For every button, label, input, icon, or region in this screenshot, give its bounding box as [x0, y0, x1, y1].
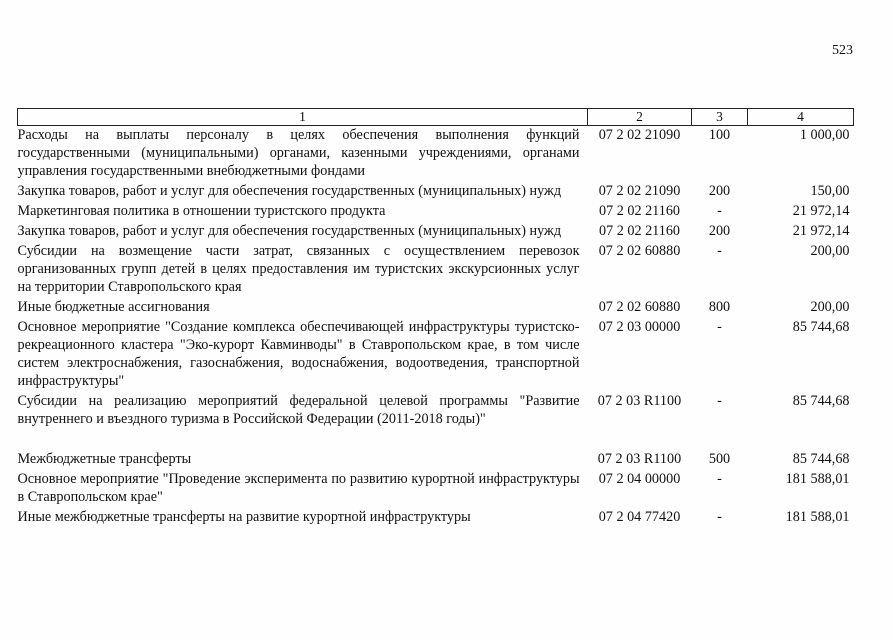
row-name: Закупка товаров, работ и услуг для обеспечения государственных (муниципальных) нужд [17, 223, 562, 239]
row-code: 07 2 03 R1100 [597, 451, 682, 467]
table-row [18, 318, 854, 392]
row-name: Закупка товаров, работ и услуг для обеспечения государственных (муниципальных) нужд [17, 183, 562, 199]
header-col-3: 3 [692, 109, 748, 126]
row-amount: 21 972,14 [792, 203, 850, 219]
row-code: 07 2 03 R1100 [597, 393, 682, 409]
header-col-1: 1 [18, 109, 588, 126]
row-type: 500 [708, 451, 731, 467]
row-amount: 85 744,68 [792, 393, 850, 409]
table-row [18, 242, 854, 298]
row-name: Расходы на выплаты персоналу в целях обеспечения выполнения функций государственными (муниципальными) органами, казенными учреждениями, органами управления государственными внебюджетными фондами [17, 127, 580, 179]
row-amount: 181 588,01 [785, 471, 850, 487]
row-amount: 85 744,68 [792, 451, 850, 467]
row-amount: 200,00 [810, 299, 850, 315]
header-col-2: 2 [588, 109, 692, 126]
table-row [18, 182, 854, 202]
row-code: 07 2 02 21090 [598, 183, 681, 199]
row-amount: 85 744,68 [792, 319, 850, 335]
row-code: 07 2 02 60880 [598, 299, 681, 315]
row-type: - [717, 509, 722, 525]
row-type: 200 [708, 183, 731, 199]
row-name: Иные межбюджетные трансферты на развитие курортной инфраструктуры [17, 509, 471, 525]
table-row [18, 470, 854, 508]
row-name: Основное мероприятие "Создание комплекса обеспечивающей инфраструктуры туристско-рекреационного кластера "Эко-курорт Кавминводы" в Ставропольском крае, в том числе систем электроснабжения, газоснабжения, водоснабжения, водоотведения, транспортной инфраструктуры" [17, 319, 580, 389]
table-row [18, 222, 854, 242]
row-code: 07 2 04 00000 [598, 471, 681, 487]
row-name: Субсидии на возмещение части затрат, связанных с осуществлением перевозок организованных групп детей в целях предоставления им туристских экскурсионных услуг на территории Ставропольского края [17, 243, 580, 295]
table-row [18, 202, 854, 222]
row-type: 800 [708, 299, 731, 315]
row-type: 200 [708, 223, 731, 239]
row-code: 07 2 02 21160 [598, 223, 681, 239]
table-row [18, 126, 854, 183]
row-name: Межбюджетные трансферты [17, 451, 192, 467]
budget-table [17, 108, 854, 528]
row-type: - [717, 203, 722, 219]
row-amount: 21 972,14 [792, 223, 850, 239]
row-type: - [717, 319, 722, 335]
table-row [18, 430, 854, 470]
header-col-4: 4 [748, 109, 854, 126]
row-type: - [717, 393, 722, 409]
row-code: 07 2 02 21160 [598, 203, 681, 219]
row-code: 07 2 02 21090 [598, 127, 681, 143]
row-name: Иные бюджетные ассигнования [17, 299, 210, 315]
page-number: 523 [832, 43, 853, 58]
row-amount: 1 000,00 [799, 127, 850, 143]
row-code: 07 2 02 60880 [598, 243, 681, 259]
row-type: 100 [708, 127, 731, 143]
row-name: Маркетинговая политика в отношении туристского продукта [17, 203, 386, 219]
row-code: 07 2 03 00000 [598, 319, 681, 335]
row-type: - [717, 243, 722, 259]
row-amount: 150,00 [810, 183, 850, 199]
row-type: - [717, 471, 722, 487]
table-row [18, 298, 854, 318]
row-name: Основное мероприятие "Проведение эксперимента по развитию курортной инфраструктуры в Ставропольском крае" [17, 471, 580, 505]
row-amount: 200,00 [810, 243, 850, 259]
row-name: Субсидии на реализацию мероприятий федеральной целевой программы "Развитие внутреннего и въездного туризма в Российской Федерации (2011-2018 годы)" [17, 393, 580, 427]
row-amount: 181 588,01 [785, 509, 850, 525]
table-header-row [18, 109, 854, 126]
row-code: 07 2 04 77420 [598, 509, 681, 525]
table-row [18, 392, 854, 430]
table-row [18, 508, 854, 528]
